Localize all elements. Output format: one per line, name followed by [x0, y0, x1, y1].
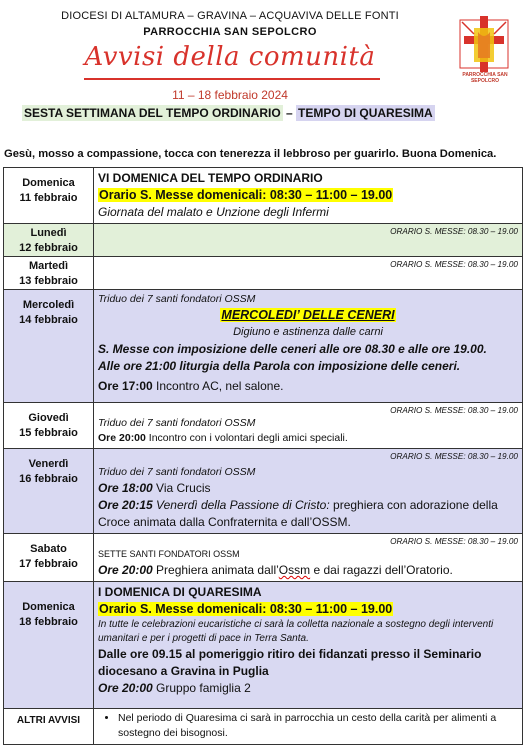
event-time: Ore 17:00 — [98, 379, 153, 393]
event-text: SETTE SANTI FONDATORI OSSM — [98, 549, 240, 559]
day-date: 14 febbraio — [19, 314, 78, 326]
day-name: Domenica — [22, 601, 75, 613]
event-text: Incontro con i volontari degli amici speciali. — [145, 432, 348, 444]
day-name: Mercoledì — [22, 299, 75, 311]
event-cell — [94, 290, 523, 403]
gospel-phrase: Gesù, mosso a compassione, tocca con tenerezza il lebbroso per guarirlo. Buona Domenica. — [4, 148, 497, 160]
table-row — [4, 709, 523, 745]
event-time: Ore 18:00 — [98, 481, 153, 495]
logo-caption: PARROCCHIA SAN SEPOLCRO — [462, 72, 508, 84]
day-cell — [4, 403, 94, 449]
table-row — [4, 290, 523, 403]
mass-times: ORARIO S. MESSE: 08.30 – 19.00 — [390, 537, 518, 546]
day-name: Sabato — [30, 543, 67, 555]
day-date: 15 febbraio — [19, 427, 78, 439]
event-time: Ore 20:00 — [98, 432, 146, 444]
table-row — [4, 582, 523, 709]
event-text: Dalle ore 09.15 al pomeriggio ritiro dei fidanzati presso il Seminario diocesano a Gravina in Puglia — [98, 647, 482, 678]
day-date: 18 febbraio — [19, 616, 78, 628]
table-row — [4, 224, 523, 257]
table-row — [4, 403, 523, 449]
day-cell — [4, 709, 94, 745]
event-text: S. Messe con imposizione delle ceneri alle ore 08.30 e alle ore 19.00. — [98, 342, 487, 356]
table-row — [4, 168, 523, 224]
week-separator: – — [282, 106, 297, 120]
table-row — [4, 449, 523, 534]
date-range: 11 – 18 febbraio 2024 — [172, 88, 288, 102]
event-time: Ore 20:15 — [98, 498, 153, 512]
mass-schedule: Orario S. Messe domenicali: 08:30 – 11:00 – 19.00 — [99, 188, 393, 202]
day-cell — [4, 290, 94, 403]
notice-list — [98, 711, 518, 741]
event-text: Via Crucis — [152, 481, 211, 495]
day-cell — [4, 168, 94, 224]
mass-times: ORARIO S. MESSE: 08.30 – 19.00 — [390, 406, 518, 415]
table-row — [4, 257, 523, 290]
event-line — [98, 680, 518, 697]
day-cell — [4, 224, 94, 257]
event-cell — [94, 534, 523, 582]
event-time: Ore 20:00 — [98, 563, 153, 577]
mass-times: ORARIO S. MESSE: 08.30 – 19.00 — [390, 452, 518, 461]
event-cell — [94, 257, 523, 290]
event-text: Gruppo famiglia 2 — [152, 681, 251, 695]
title-underline — [84, 78, 380, 80]
day-date: 12 febbraio — [19, 242, 78, 254]
event-text: In tutte le celebrazioni eucaristiche ci sarà la colletta nazionale a sostegno degli interventi umanitari e per i progetti di pace in Terra Santa. — [98, 619, 494, 644]
day-date: 17 febbraio — [19, 558, 78, 570]
mass-schedule: Orario S. Messe domenicali: 08:30 – 11:00 – 19.00 — [99, 602, 393, 616]
event-text: Triduo dei 7 santi fondatori OSSM — [98, 417, 256, 429]
day-name: Lunedì — [30, 227, 67, 239]
day-cell — [4, 449, 94, 534]
day-date: 16 febbraio — [19, 473, 78, 485]
day-cell — [4, 257, 94, 290]
event-time: Ore 20:00 — [98, 681, 153, 695]
mass-times: ORARIO S. MESSE: 08.30 – 19.00 — [390, 227, 518, 236]
list-item: • Nel periodo di Quaresima ci sarà in parrocchia un cesto della carità per alimenti a sostegno dei bisognosi. — [118, 711, 518, 741]
event-cell — [94, 403, 523, 449]
event-line — [98, 431, 518, 446]
event-cell — [94, 709, 523, 745]
diocese-name: DIOCESI DI ALTAMURA – GRAVINA – ACQUAVIVA DELLE FONTI — [61, 10, 399, 22]
schedule-table — [3, 167, 523, 745]
event-heading: VI DOMENICA DEL TEMPO ORDINARIO — [98, 171, 323, 185]
week-lent: TEMPO DI QUARESIMA — [298, 106, 433, 120]
event-text: Ossm — [278, 563, 311, 577]
event-line — [98, 562, 518, 579]
event-heading: I DOMENICA DI QUARESIMA — [98, 585, 262, 599]
event-line — [98, 378, 518, 395]
mass-times: ORARIO S. MESSE: 08.30 – 19.00 — [390, 260, 518, 269]
liturgical-week — [22, 106, 435, 120]
event-text: Alle ore 21:00 liturgia della Parola con imposizione delle ceneri. — [98, 359, 461, 373]
event-cell — [94, 224, 523, 257]
other-notices-label: ALTRI AVVISI — [16, 715, 81, 726]
day-date: 13 febbraio — [19, 275, 78, 287]
event-cell — [94, 168, 523, 224]
day-name: Giovedì — [28, 412, 69, 424]
day-name: Domenica — [22, 177, 75, 189]
table-row — [4, 534, 523, 582]
day-cell — [4, 534, 94, 582]
day-cell — [4, 582, 94, 709]
page-title: Avvisi della comunità — [84, 42, 376, 72]
event-text: Digiuno e astinenza dalle carni — [233, 326, 383, 338]
event-text: Triduo dei 7 santi fondatori OSSM — [98, 293, 256, 305]
day-name: Martedì — [28, 260, 69, 272]
event-text: Venerdì della Passione di Cristo: — [152, 498, 330, 512]
event-text: Triduo dei 7 santi fondatori OSSM — [98, 466, 256, 478]
day-date: 11 febbraio — [19, 192, 78, 204]
week-ordinary: SESTA SETTIMANA DEL TEMPO ORDINARIO — [24, 106, 281, 120]
event-cell — [94, 449, 523, 534]
header — [0, 0, 527, 150]
event-line — [98, 480, 518, 497]
event-line — [98, 497, 518, 531]
event-cell — [94, 582, 523, 709]
event-text: Incontro AC, nel salone. — [152, 379, 284, 393]
event-text: e dai ragazzi dell’Oratorio. — [310, 563, 453, 577]
event-text: Preghiera animata dall’ — [152, 563, 279, 577]
parish-name: PARROCCHIA SAN SEPOLCRO — [143, 26, 317, 38]
day-name: Venerdì — [28, 458, 69, 470]
event-text: Giornata del malato e Unzione degli Infermi — [98, 205, 329, 219]
ash-wednesday-title: MERCOLEDI’ DELLE CENERI — [221, 308, 395, 322]
event-text: preghiera con adorazione della Croce animata dalla Confraternita e dall’OSSM. — [98, 498, 498, 529]
